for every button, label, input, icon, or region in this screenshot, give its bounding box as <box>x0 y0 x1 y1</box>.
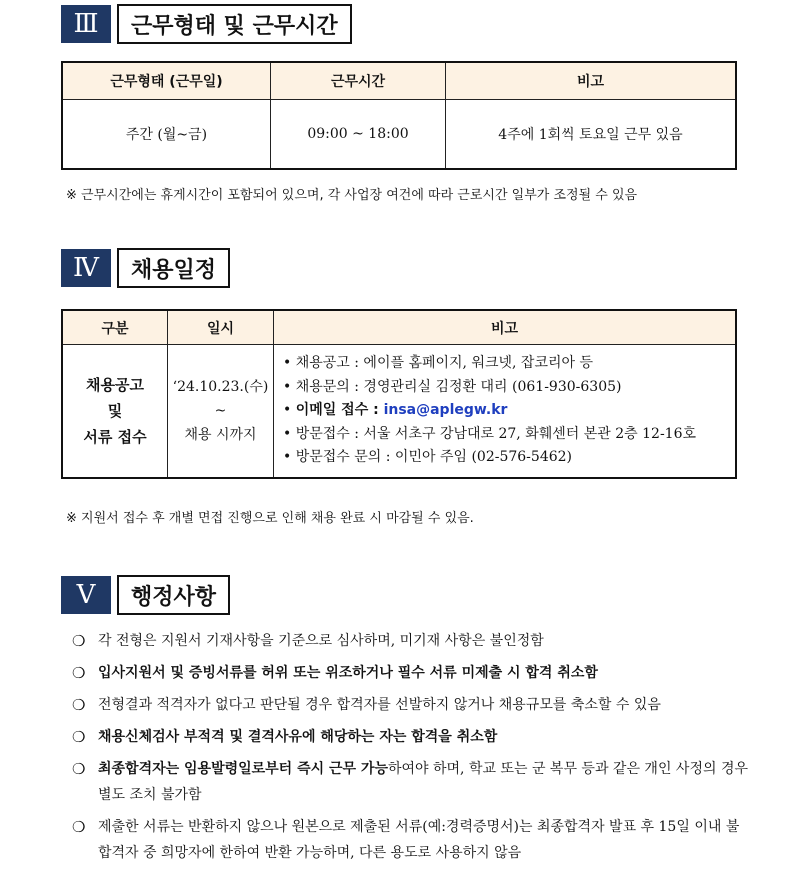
list-item <box>283 399 734 423</box>
cell-remarks <box>274 345 737 478</box>
category-line-2: 및 <box>107 401 123 420</box>
section-5-header <box>61 575 230 615</box>
circle-bullet-icon: ❍ <box>72 728 86 746</box>
table-header-row <box>62 310 736 345</box>
table-row <box>62 100 736 170</box>
list-item <box>72 692 752 718</box>
date-end: 채용 시까지 <box>184 426 257 443</box>
list-item <box>72 756 752 808</box>
item-text <box>98 756 752 808</box>
circle-bullet-icon: ❍ <box>72 664 86 682</box>
header-remarks: 비고 <box>274 310 737 345</box>
list-item: • 방문접수 : 서울 서초구 강남대로 27, 화훼센터 본관 2층 12-16호 <box>283 423 734 447</box>
schedule-table <box>61 309 737 479</box>
work-hours-note: ※ 근무시간에는 휴게시간이 포함되어 있으며, 각 사업장 여건에 따라 근로시간 일부가 조정될 수 있음 <box>66 188 638 203</box>
date-separator: ~ <box>214 402 227 419</box>
circle-bullet-icon: ❍ <box>72 696 86 714</box>
item-text: 채용신체검사 부적격 및 결격사유에 해당하는 자는 합격을 취소함 <box>98 729 498 745</box>
item-text-bold: 최종합격자는 임용발령일로부터 즉시 근무 가능 <box>98 761 388 777</box>
item-text-rest: 하여야 하며, 학교 또는 군 복무 등과 같은 개인 사정의 경우 별도 조치 불가함 <box>98 761 748 803</box>
section-4-header <box>61 248 230 288</box>
list-item <box>72 724 752 750</box>
list-item: • 채용공고 : 에이플 홈페이지, 워크넷, 잡코리아 등 <box>283 352 734 376</box>
cell-work-type: 주간 (월~금) <box>62 100 271 170</box>
circle-bullet-icon: ❍ <box>72 818 86 836</box>
header-remarks: 비고 <box>446 62 737 100</box>
list-item <box>72 814 752 866</box>
remarks-list <box>275 346 734 476</box>
category-line-3: 서류 접수 <box>83 427 147 446</box>
item-text: 입사지원서 및 증빙서류를 허위 또는 위조하거나 필수 서류 미제출 시 합격 취소함 <box>98 665 598 681</box>
circle-bullet-icon: ❍ <box>72 632 86 650</box>
table-header-row <box>62 62 736 100</box>
category-line-1: 채용공고 <box>86 375 144 394</box>
schedule-note: ※ 지원서 접수 후 개별 면접 진행으로 인해 채용 완료 시 마감될 수 있음. <box>66 511 474 526</box>
list-item: • 채용문의 : 경영관리실 김정환 대리 (061-930-6305) <box>283 376 734 400</box>
email-label: 이메일 접수 : <box>295 402 384 418</box>
list-item: • 방문접수 문의 : 이민아 주임 (02-576-5462) <box>283 446 734 470</box>
item-text: 전형결과 적격자가 없다고 판단될 경우 합격자를 선발하지 않거나 채용규모를 축소할 수 있음 <box>98 697 661 713</box>
date-start: ‘24.10.23.(수) <box>172 378 269 395</box>
section-5-title: 행정사항 <box>117 575 230 615</box>
email-link[interactable]: insa@aplegw.kr <box>383 402 508 418</box>
header-date: 일시 <box>168 310 274 345</box>
table-row <box>62 345 736 478</box>
header-category: 구분 <box>62 310 168 345</box>
list-item <box>72 628 752 654</box>
cell-category <box>62 345 168 478</box>
list-item <box>72 660 752 686</box>
section-3-header <box>61 4 352 44</box>
section-4-numeral: Ⅳ <box>61 249 111 287</box>
cell-date <box>168 345 274 478</box>
item-text: 제출한 서류는 반환하지 않으나 원본으로 제출된 서류(예:경력증명서)는 최종합격자 발표 후 15일 이내 불합격자 중 희망자에 한하여 반환 가능하며, 다른 용도로 사용하지 않음 <box>98 819 740 861</box>
section-5-numeral: Ⅴ <box>61 576 111 614</box>
cell-work-hours: 09:00 ~ 18:00 <box>271 100 446 170</box>
header-work-type: 근무형태 (근무일) <box>62 62 271 100</box>
circle-bullet-icon: ❍ <box>72 760 86 778</box>
section-3-numeral: Ⅲ <box>61 5 111 43</box>
work-hours-table <box>61 61 737 170</box>
section-3-title: 근무형태 및 근무시간 <box>117 4 352 44</box>
section-4-title: 채용일정 <box>117 248 230 288</box>
admin-items-list <box>72 628 752 872</box>
item-text: 각 전형은 지원서 기재사항을 기준으로 심사하며, 미기재 사항은 불인정함 <box>98 633 544 649</box>
cell-remarks: 4주에 1회씩 토요일 근무 있음 <box>446 100 737 170</box>
header-work-hours: 근무시간 <box>271 62 446 100</box>
